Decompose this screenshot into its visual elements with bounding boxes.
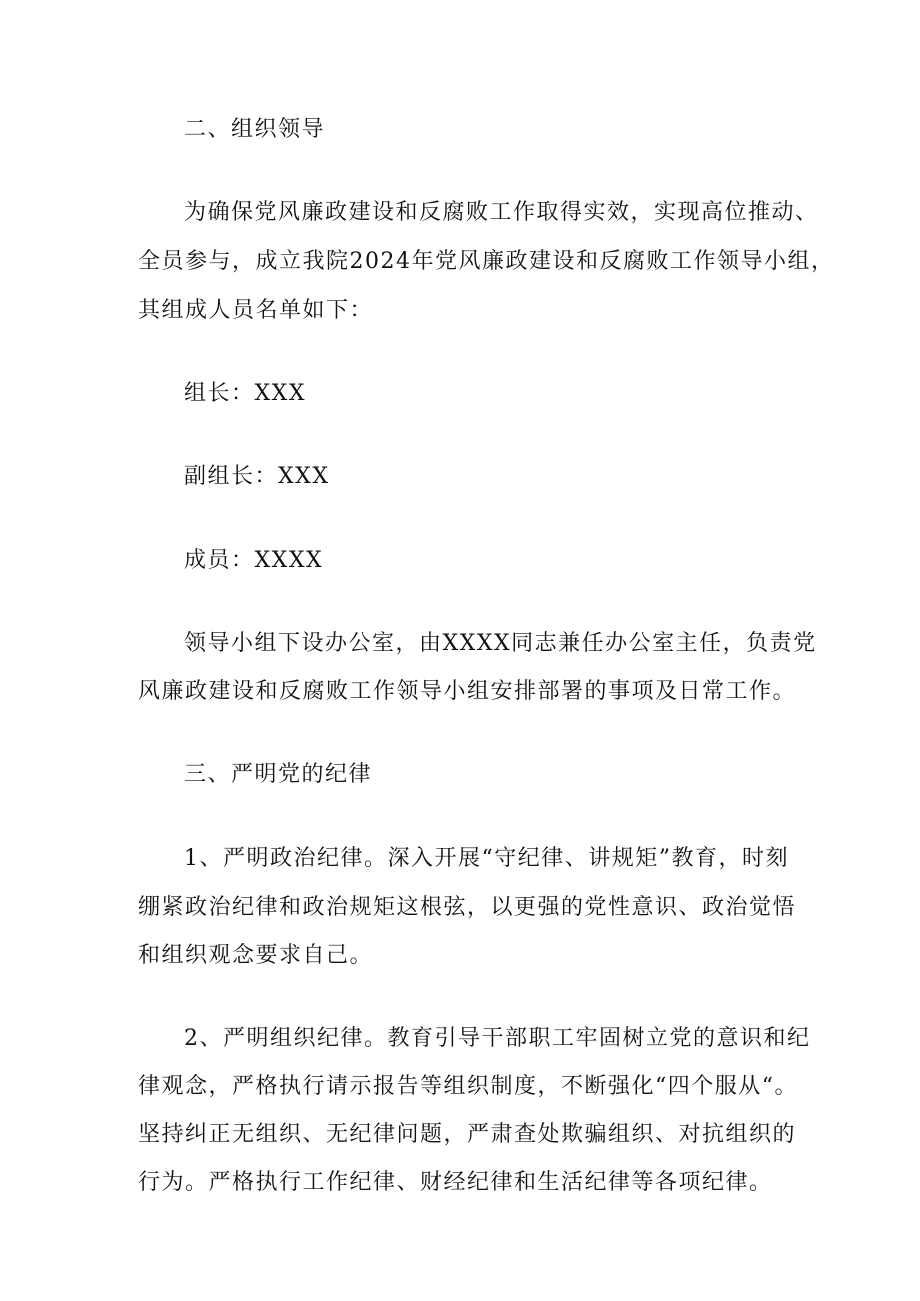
deputy-leader-line: 副组长：XXX bbox=[184, 464, 330, 489]
paragraph-intro-line-1: 为确保党风廉政建设和反腐败工作取得实效，实现高位推动、 bbox=[184, 200, 819, 225]
item-2-line-4: 行为。严格执行工作纪律、财经纪律和生活纪律等各项纪律。 bbox=[138, 1170, 773, 1195]
section-heading-discipline: 三、严明党的纪律 bbox=[184, 762, 373, 787]
paragraph-intro-line-2: 全员参与，成立我院2024年党风廉政建设和反腐败工作领导小组， bbox=[138, 249, 835, 274]
paragraph-intro-line-3: 其组成人员名单如下： bbox=[138, 298, 374, 323]
paragraph-office-line-2: 风廉政建设和反腐败工作领导小组安排部署的事项及日常工作。 bbox=[138, 679, 797, 704]
item-2-line-2: 律观念，严格执行请示报告等组织制度，不断强化“四个服从“。 bbox=[138, 1074, 798, 1099]
item-2-line-3: 坚持纠正无组织、无纪律问题，严肃查处欺骗组织、对抗组织的 bbox=[138, 1122, 797, 1147]
item-1-line-2: 绷紧政治纪律和政治规矩这根弦，以更强的党性意识、政治觉悟 bbox=[138, 895, 797, 920]
leader-line: 组长：XXX bbox=[184, 381, 306, 406]
paragraph-office-line-1: 领导小组下设办公室，由XXXX同志兼任办公室主任，负责党 bbox=[184, 631, 817, 656]
item-1-line-3: 和组织观念要求自己。 bbox=[138, 943, 374, 968]
item-2-line-1: 2、严明组织纪律。教育引导干部职工牢固树立党的意识和纪 bbox=[184, 1026, 811, 1051]
members-line: 成员：XXXX bbox=[184, 548, 324, 573]
item-1-line-1: 1、严明政治纪律。深入开展“守纪律、讲规矩”教育，时刻 bbox=[184, 846, 789, 871]
section-heading-organization: 二、组织领导 bbox=[184, 117, 326, 142]
